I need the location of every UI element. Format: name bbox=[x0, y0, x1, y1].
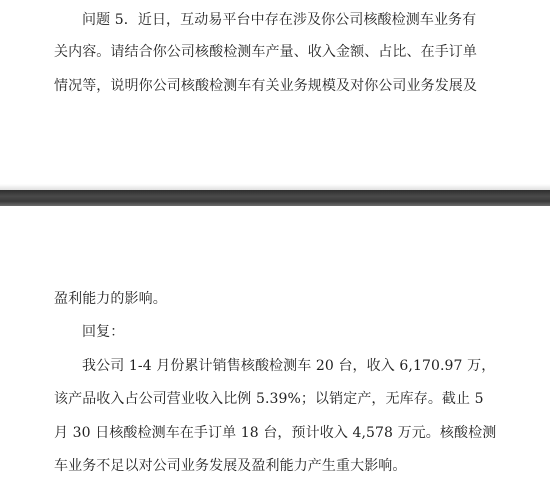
page-divider bbox=[0, 190, 550, 206]
document-page-top bbox=[0, 0, 550, 190]
question-line-3: 情况等，说明你公司核酸检测车有关业务规模及对你公司业务发展及 bbox=[54, 78, 477, 94]
question-line-2: 关内容。请结合你公司核酸检测车产量、收入金额、占比、在手订单 bbox=[54, 44, 477, 60]
document-page-bottom bbox=[0, 206, 550, 482]
question-line-1: 问题 5．近日，互动易平台中存在涉及你公司核酸检测车业务有 bbox=[82, 12, 477, 28]
reply-line-4: 车业务不足以对公司业务发展及盈利能力产生重大影响。 bbox=[54, 458, 407, 474]
reply-line-2: 该产品收入占公司营业收入比例 5.39%；以销定产，无库存。截止 5 bbox=[54, 391, 484, 407]
reply-line-3: 月 30 日核酸检测车在手订单 18 台，预计收入 4,578 万元。核酸检测 bbox=[54, 425, 497, 441]
reply-heading: 回复： bbox=[82, 324, 125, 340]
page-divider-shadow-top bbox=[0, 184, 550, 190]
reply-line-1: 我公司 1-4 月份累计销售核酸检测车 20 台，收入 6,170.97 万， bbox=[82, 358, 496, 374]
continuation-line-1: 盈利能力的影响。 bbox=[54, 291, 167, 307]
